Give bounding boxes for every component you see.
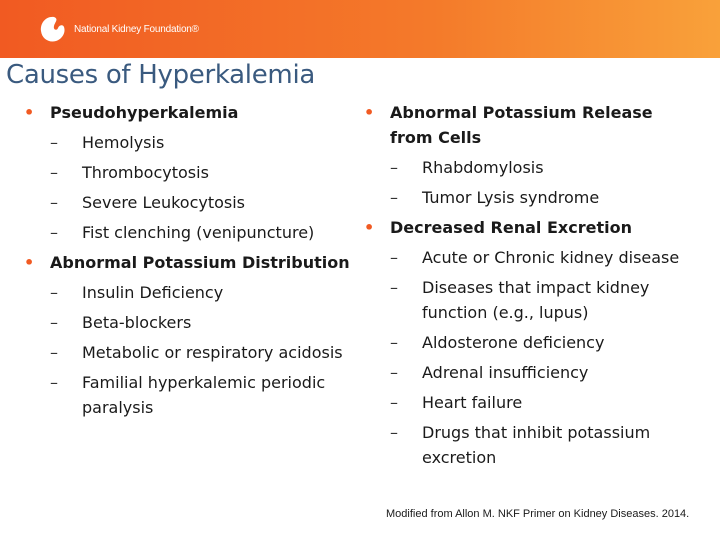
dash-marker: – <box>390 363 398 382</box>
bullet-label: Abnormal Potassium Distribution <box>50 253 350 272</box>
bullet-marker: • <box>364 103 375 122</box>
sub-bullet-item <box>390 155 700 180</box>
right-column <box>360 100 700 470</box>
slide-title: Causes of Hyperkalemia <box>6 60 316 90</box>
sub-bullet-label: Tumor Lysis syndrome <box>422 188 600 207</box>
sub-bullet-label: Rhabdomylosis <box>422 158 544 177</box>
sub-bullet-label: Familial hyperkalemic periodic paralysis <box>82 373 326 417</box>
dash-marker: – <box>50 133 58 152</box>
dash-marker: – <box>50 283 58 302</box>
dash-marker: – <box>390 393 398 412</box>
sub-bullet-label: Thrombocytosis <box>82 163 209 182</box>
bullet-marker: • <box>364 218 375 237</box>
bullet-marker: • <box>24 103 35 122</box>
dash-marker: – <box>390 278 398 297</box>
bullet-item <box>20 100 350 245</box>
sub-bullet-label: Drugs that inhibit potassium excretion <box>422 423 651 467</box>
sub-bullet-item <box>50 220 350 245</box>
dash-marker: – <box>50 163 58 182</box>
sub-bullet-item <box>50 160 350 185</box>
bullet-item <box>360 215 700 470</box>
sub-bullet-list <box>50 130 350 245</box>
sub-bullet-item <box>390 245 700 270</box>
bullet-item <box>360 100 700 210</box>
citation: Modified from Allon M. NKF Primer on Kidney Diseases. 2014. <box>386 508 690 520</box>
bullet-label: Decreased Renal Excretion <box>390 218 632 237</box>
sub-bullet-label: Fist clenching (venipuncture) <box>82 223 315 242</box>
dash-marker: – <box>50 223 58 242</box>
dash-marker: – <box>50 313 58 332</box>
nkf-logo <box>38 14 199 44</box>
dash-marker: – <box>390 158 398 177</box>
sub-bullet-label: Adrenal insufficiency <box>422 363 589 382</box>
dash-marker: – <box>50 373 58 392</box>
bullet-label: Abnormal Potassium Release from Cells <box>390 103 653 147</box>
sub-bullet-item <box>50 310 350 335</box>
kidney-logo-icon <box>38 14 68 44</box>
sub-bullet-label: Hemolysis <box>82 133 165 152</box>
sub-bullet-list <box>390 245 700 470</box>
sub-bullet-item <box>50 370 350 420</box>
sub-bullet-label: Aldosterone deficiency <box>422 333 605 352</box>
sub-bullet-item <box>50 190 350 215</box>
bullet-item <box>20 250 350 420</box>
sub-bullet-list <box>390 155 700 210</box>
right-bullet-list <box>360 100 700 470</box>
sub-bullet-item <box>390 390 700 415</box>
sub-bullet-label: Severe Leukocytosis <box>82 193 246 212</box>
sub-bullet-item <box>390 275 700 325</box>
sub-bullet-item <box>50 130 350 155</box>
bullet-marker: • <box>24 253 35 272</box>
sub-bullet-item <box>390 420 700 470</box>
sub-bullet-item <box>50 340 350 365</box>
dash-marker: – <box>50 343 58 362</box>
bullet-label: Pseudohyperkalemia <box>50 103 239 122</box>
sub-bullet-item <box>50 280 350 305</box>
dash-marker: – <box>390 248 398 267</box>
sub-bullet-label: Diseases that impact kidney function (e.g., lupus) <box>422 278 650 322</box>
sub-bullet-label: Metabolic or respiratory acidosis <box>82 343 343 362</box>
sub-bullet-item <box>390 330 700 355</box>
sub-bullet-list <box>50 280 350 420</box>
left-column <box>20 100 350 420</box>
dash-marker: – <box>50 193 58 212</box>
dash-marker: – <box>390 333 398 352</box>
left-bullet-list <box>20 100 350 420</box>
dash-marker: – <box>390 423 398 442</box>
sub-bullet-label: Acute or Chronic kidney disease <box>422 248 680 267</box>
header-banner <box>0 0 720 58</box>
sub-bullet-item <box>390 185 700 210</box>
dash-marker: – <box>390 188 398 207</box>
logo-text: National Kidney Foundation® <box>74 23 199 35</box>
sub-bullet-label: Insulin Deficiency <box>82 283 224 302</box>
sub-bullet-item <box>390 360 700 385</box>
sub-bullet-label: Heart failure <box>422 393 523 412</box>
sub-bullet-label: Beta-blockers <box>82 313 192 332</box>
